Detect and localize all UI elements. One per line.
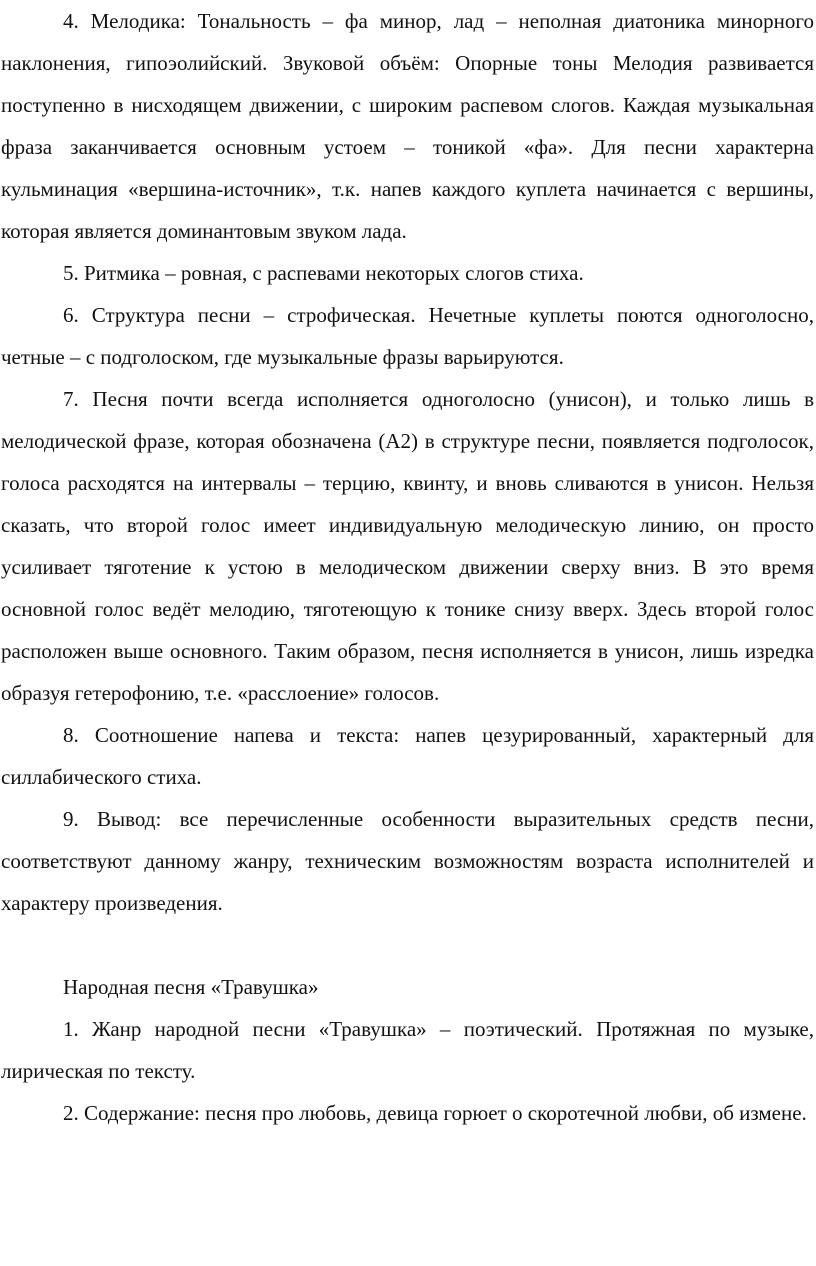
paragraph-content: 2. Содержание: песня про любовь, девица горюет о скоротечной любви, об измене. — [63, 1101, 807, 1125]
paragraph-text-relation: 8. Соотношение напева и текста: напев цезурированный, характерный для силлабического стиха. — [1, 723, 814, 789]
paragraph-rhythm: 5. Ритмика – ровная, с распевами некоторых слогов стиха. — [63, 261, 584, 285]
paragraph-melody: 4. Мелодика: Тональность – фа минор, лад – неполная диатоника минорного наклонения, гипоэолийский. Звуковой объём: Опорные тоны Мелодия развивается поступенно в нисходящем движении, с широким распевом слогов. Каждая музыкальная фраза заканчивается основным устоем – тоникой «фа». Для песни характерна кульминация «вершина-источник», т.к. напев каждого куплета начинается с вершины, которая является доминантовым звуком лада. — [1, 9, 814, 243]
section-title: Народная песня «Травушка» — [63, 975, 319, 999]
section-spacer — [1, 924, 814, 966]
paragraph-structure: 6. Структура песни – строфическая. Нечетные куплеты поются одноголосно, четные – с подголоском, где музыкальные фразы варьируются. — [1, 303, 814, 369]
paragraph-performance: 7. Песня почти всегда исполняется одноголосно (унисон), и только лишь в мелодической фразе, которая обозначена (А2) в структуре песни, появляется подголосок, голоса расходятся на интервалы – терцию, квинту, и вновь сливаются в унисон. Нельзя сказать, что второй голос имеет индивидуальную мелодическую линию, он просто усиливает тяготение к устою в мелодическом движении сверху вниз. В это время основной голос ведёт мелодию, тяготеющую к тонике снизу вверх. Здесь второй голос расположен выше основного. Таким образом, песня исполняется в унисон, лишь изредка образуя гетерофонию, т.е. «расслоение» голосов. — [1, 387, 814, 705]
paragraph-genre: 1. Жанр народной песни «Травушка» – поэтический. Протяжная по музыке, лирическая по тексту. — [1, 1017, 814, 1083]
paragraph-conclusion: 9. Вывод: все перечисленные особенности выразительных средств песни, соответствуют данному жанру, техническим возможностям возраста исполнителей и характеру произведения. — [1, 807, 814, 915]
